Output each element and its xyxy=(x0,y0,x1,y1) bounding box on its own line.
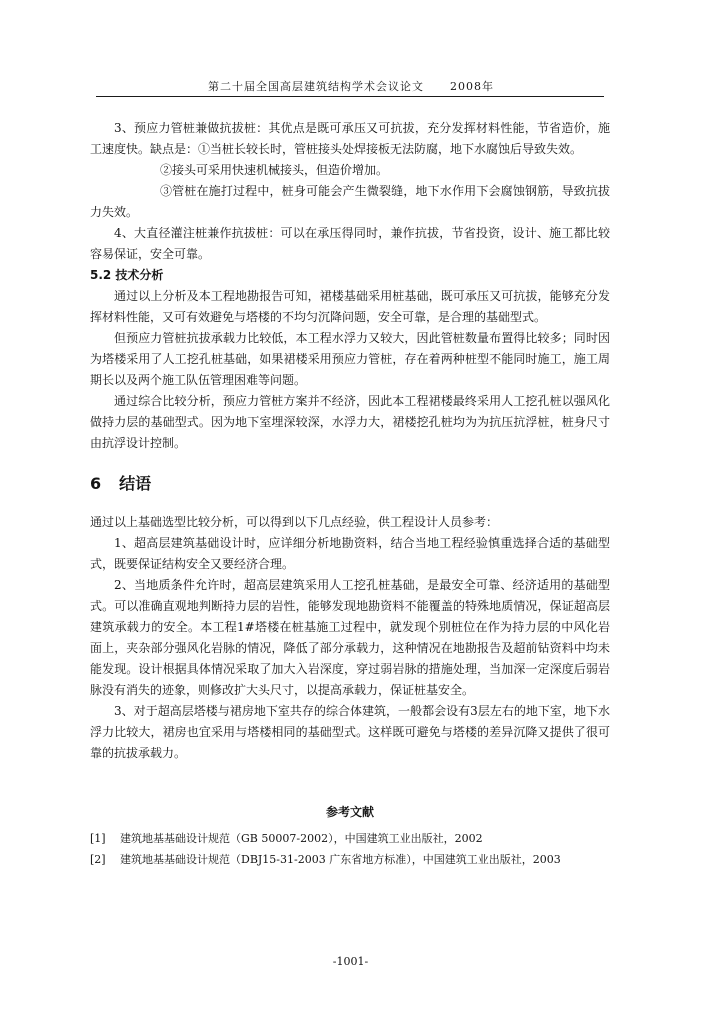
section-6-number: 6 xyxy=(90,474,102,493)
item-3-sub-2: ②接头可采用快速机械接头，但造价增加。 xyxy=(160,163,389,177)
references-title: 参考文献 xyxy=(325,805,374,819)
analysis-paragraph-1: 通过以上分析及本工程地勘报告可知，裙楼基础采用桩基础，既可承压又可抗拔，能够充分发挥材料性能，又可有效避免与塔楼的不均匀沉降问题，安全可靠，是合理的基础型式。 xyxy=(90,289,610,324)
reference-number: [1] xyxy=(90,832,106,845)
main-content xyxy=(90,118,610,870)
conclusion-point-2: 2、当地质条件允许时，超高层建筑采用人工挖孔桩基础，是最安全可靠、经济适用的基础型式。可以准确直观地判断持力层的岩性，能够发现地勘资料不能覆盖的特殊地质情况，保证超高层建筑承载力的安全。本工程1#塔楼在桩基施工过程中，就发现个别桩位在作为持力层的中风化岩面上，夹杂部分强风化岩脉的情况，降低了部分承载力，这种情况在地勘报告及超前钻资料中均未能发现。设计根据具体情况采取了加大入岩深度，穿过弱岩脉的措施处理，当加深一定深度后弱岩脉没有消失的迹象，则修改扩大头尺寸，以提高承载力，保证桩基安全。 xyxy=(90,578,610,697)
reference-text: 建筑地基基础设计规范（GB 50007-2002），中国建筑工业出版社，2002 xyxy=(120,832,483,845)
analysis-paragraph-3: 通过综合比较分析，预应力管桩方案并不经济，因此本工程裙楼最终采用人工挖孔桩以强风化做持力层的基础型式。因为地下室埋深较深，水浮力大，裙楼挖孔桩均为为抗压抗浮桩，桩身尺寸由抗浮设计控制。 xyxy=(90,394,610,450)
conference-year: 2008年 xyxy=(450,80,494,93)
conclusion-point-1: 1、超高层建筑基础设计时，应详细分析地勘资料，结合当地工程经验慎重选择合适的基础型式，既要保证结构安全又要经济合理。 xyxy=(90,536,610,571)
section-6-title: 结语 xyxy=(119,474,152,493)
item-3-paragraph: 3、预应力管桩兼做抗拔桩：其优点是既可承压又可抗拔，充分发挥材料性能，节省造价，施工速度快。缺点是：①当桩长较长时，管桩接头处焊接板无法防腐，地下水腐蚀后导致失效。 xyxy=(90,121,610,156)
item-4-paragraph: 4、大直径灌注桩兼作抗拔桩：可以在承压得同时，兼作抗拔，节省投资，设计、施工都比较容易保证，安全可靠。 xyxy=(90,226,610,261)
conference-title: 第二十届全国高层建筑结构学术会议论文 xyxy=(208,80,424,93)
reference-text: 建筑地基基础设计规范（DBJ15-31-2003 广东省地方标准），中国建筑工业出版社，2003 xyxy=(120,853,561,866)
running-header xyxy=(96,78,606,94)
subsection-5-2-title: 5.2 技术分析 xyxy=(90,268,164,282)
header-rule xyxy=(96,96,604,97)
page-number: -1001- xyxy=(332,955,369,968)
analysis-paragraph-2: 但预应力管桩抗拔承载力比较低，本工程水浮力又较大，因此管桩数量布置得比较多；同时因为塔楼采用了人工挖孔桩基础，如果裙楼采用预应力管桩，存在着两种桩型不能同时施工，施工周期长以及两个施工队伍管理困难等问题。 xyxy=(90,331,610,387)
section-6-heading xyxy=(90,472,610,496)
conclusion-point-3: 3、对于超高层塔楼与裙房地下室共存的综合体建筑，一般都会设有3层左右的地下室，地下水浮力比较大，裙房也宜采用与塔楼相同的基础型式。这样既可避免与塔楼的差异沉降又提供了很可靠的抗拔承载力。 xyxy=(90,704,610,760)
reference-item xyxy=(90,828,610,849)
conclusion-intro: 通过以上基础选型比较分析，可以得到以下几点经验，供工程设计人员参考： xyxy=(90,515,499,529)
item-3-sub-3: ③管桩在施打过程中，桩身可能会产生微裂缝，地下水作用下会腐蚀钢筋，导致抗拔力失效。 xyxy=(90,184,610,219)
reference-item xyxy=(90,849,610,870)
reference-number: [2] xyxy=(90,853,106,866)
